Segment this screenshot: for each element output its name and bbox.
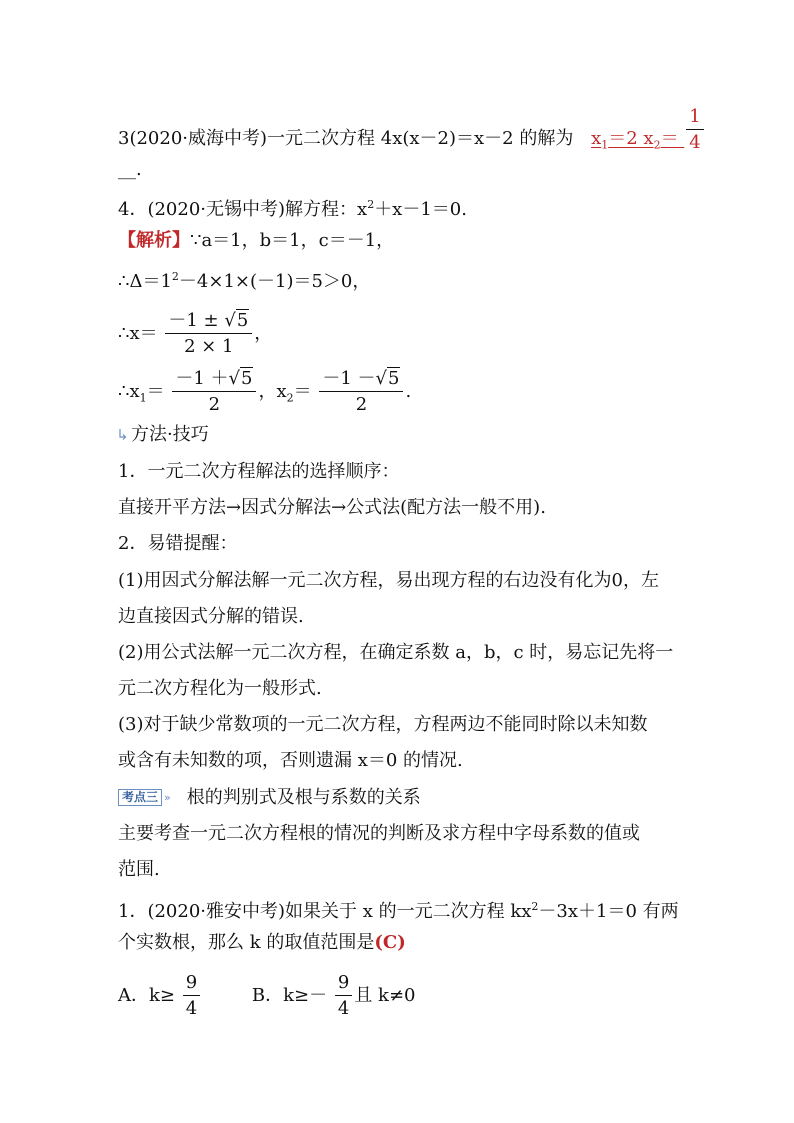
analysis-tag: 【解析】 xyxy=(118,230,190,251)
answer-underline: $x_1=2$ $x_2=$ xyxy=(591,128,679,152)
method-line-5: 边直接因式分解的错误. xyxy=(118,606,304,627)
method-line-2: 直接开平方法→因式分解法→公式法(配方法一般不用). xyxy=(118,497,546,518)
question-3: 3(2020·威海中考)一元二次方程 4x(x－2)＝x－2 的解为 $x_1=2$ $x_2=$ $\frac{1}{4}$ xyxy=(118,108,706,158)
section-heading-kaodian-3: 考点三 » 根的判别式及根与系数的关系 xyxy=(118,786,421,810)
down-arrow-icon xyxy=(118,428,127,441)
method-heading: 方法·技巧 xyxy=(118,423,209,447)
option-a: A．k≥ $\frac{9}{4}$ xyxy=(118,985,208,1006)
analysis-line-3: ∴x＝ $\frac{-1 \pm √5}{2 \times 1}$ ， xyxy=(118,310,273,357)
question-3-tail: __. xyxy=(118,159,142,180)
analysis-line-2: $\therefore\Delta=1^2-4\times 1\times(-1)=5>0$， xyxy=(118,270,371,292)
method-line-9: 或含有未知数的项，否则遗漏 x＝0 的情况. xyxy=(118,750,463,771)
method-line-7: 元二次方程化为一般形式. xyxy=(118,678,322,699)
answer-choice: (C) xyxy=(374,932,406,953)
method-line-1: 1．一元二次方程解法的选择顺序： xyxy=(118,461,400,482)
method-line-4: (1)用因式分解法解一元二次方程，易出现方程的右边没有化为0，左 xyxy=(118,570,659,591)
method-line-8: (3)对于缺少常数项的一元二次方程，方程两边不能同时除以未知数 xyxy=(118,714,648,735)
question-1-options xyxy=(118,974,416,1018)
root-2-fraction: $\frac{-1 -√5}{2}$ xyxy=(319,370,403,414)
option-b: B．k≥－ $\frac{9}{4}$ 且 k≠0 xyxy=(251,972,416,1019)
question-1-line-2: 个实数根，那么 k 的取值范围是(C) xyxy=(118,932,406,953)
answer-fraction: $\frac{1}{4}$ xyxy=(686,108,703,152)
section-desc-1: 主要考查一元二次方程根的情况的判断及求方程中字母系数的值或 xyxy=(118,823,640,844)
root-formula-fraction: $\frac{-1 \pm √5}{2 \times 1}$ xyxy=(165,312,252,356)
section-desc-2: 范围. xyxy=(118,859,160,880)
question-4: 4．(2020·无锡中考)解方程：$x^2+x-1=0$. xyxy=(118,198,467,220)
analysis-line-1: 【解析】∵a＝1，b＝1，c＝－1， xyxy=(118,230,395,251)
kaodian-badge: 考点三 xyxy=(118,789,162,806)
question-1-line-1: 1．(2020·雅安中考)如果关于 x 的一元二次方程 $kx^2-3x+1=0$ 有两 xyxy=(118,900,679,922)
method-line-3: 2．易错提醒： xyxy=(118,533,238,554)
method-line-6: (2)用公式法解一元二次方程，在确定系数 a，b，c 时，易忘记先将一 xyxy=(118,642,674,663)
analysis-line-4: $\therefore x_1=$ $\frac{-1 +√5}{2}$ ，$x_2=$ $\frac{-1 -√5}{2}$ . xyxy=(118,368,412,415)
double-arrow-icon: » xyxy=(164,791,171,804)
root-1-fraction: $\frac{-1 +√5}{2}$ xyxy=(172,370,256,414)
